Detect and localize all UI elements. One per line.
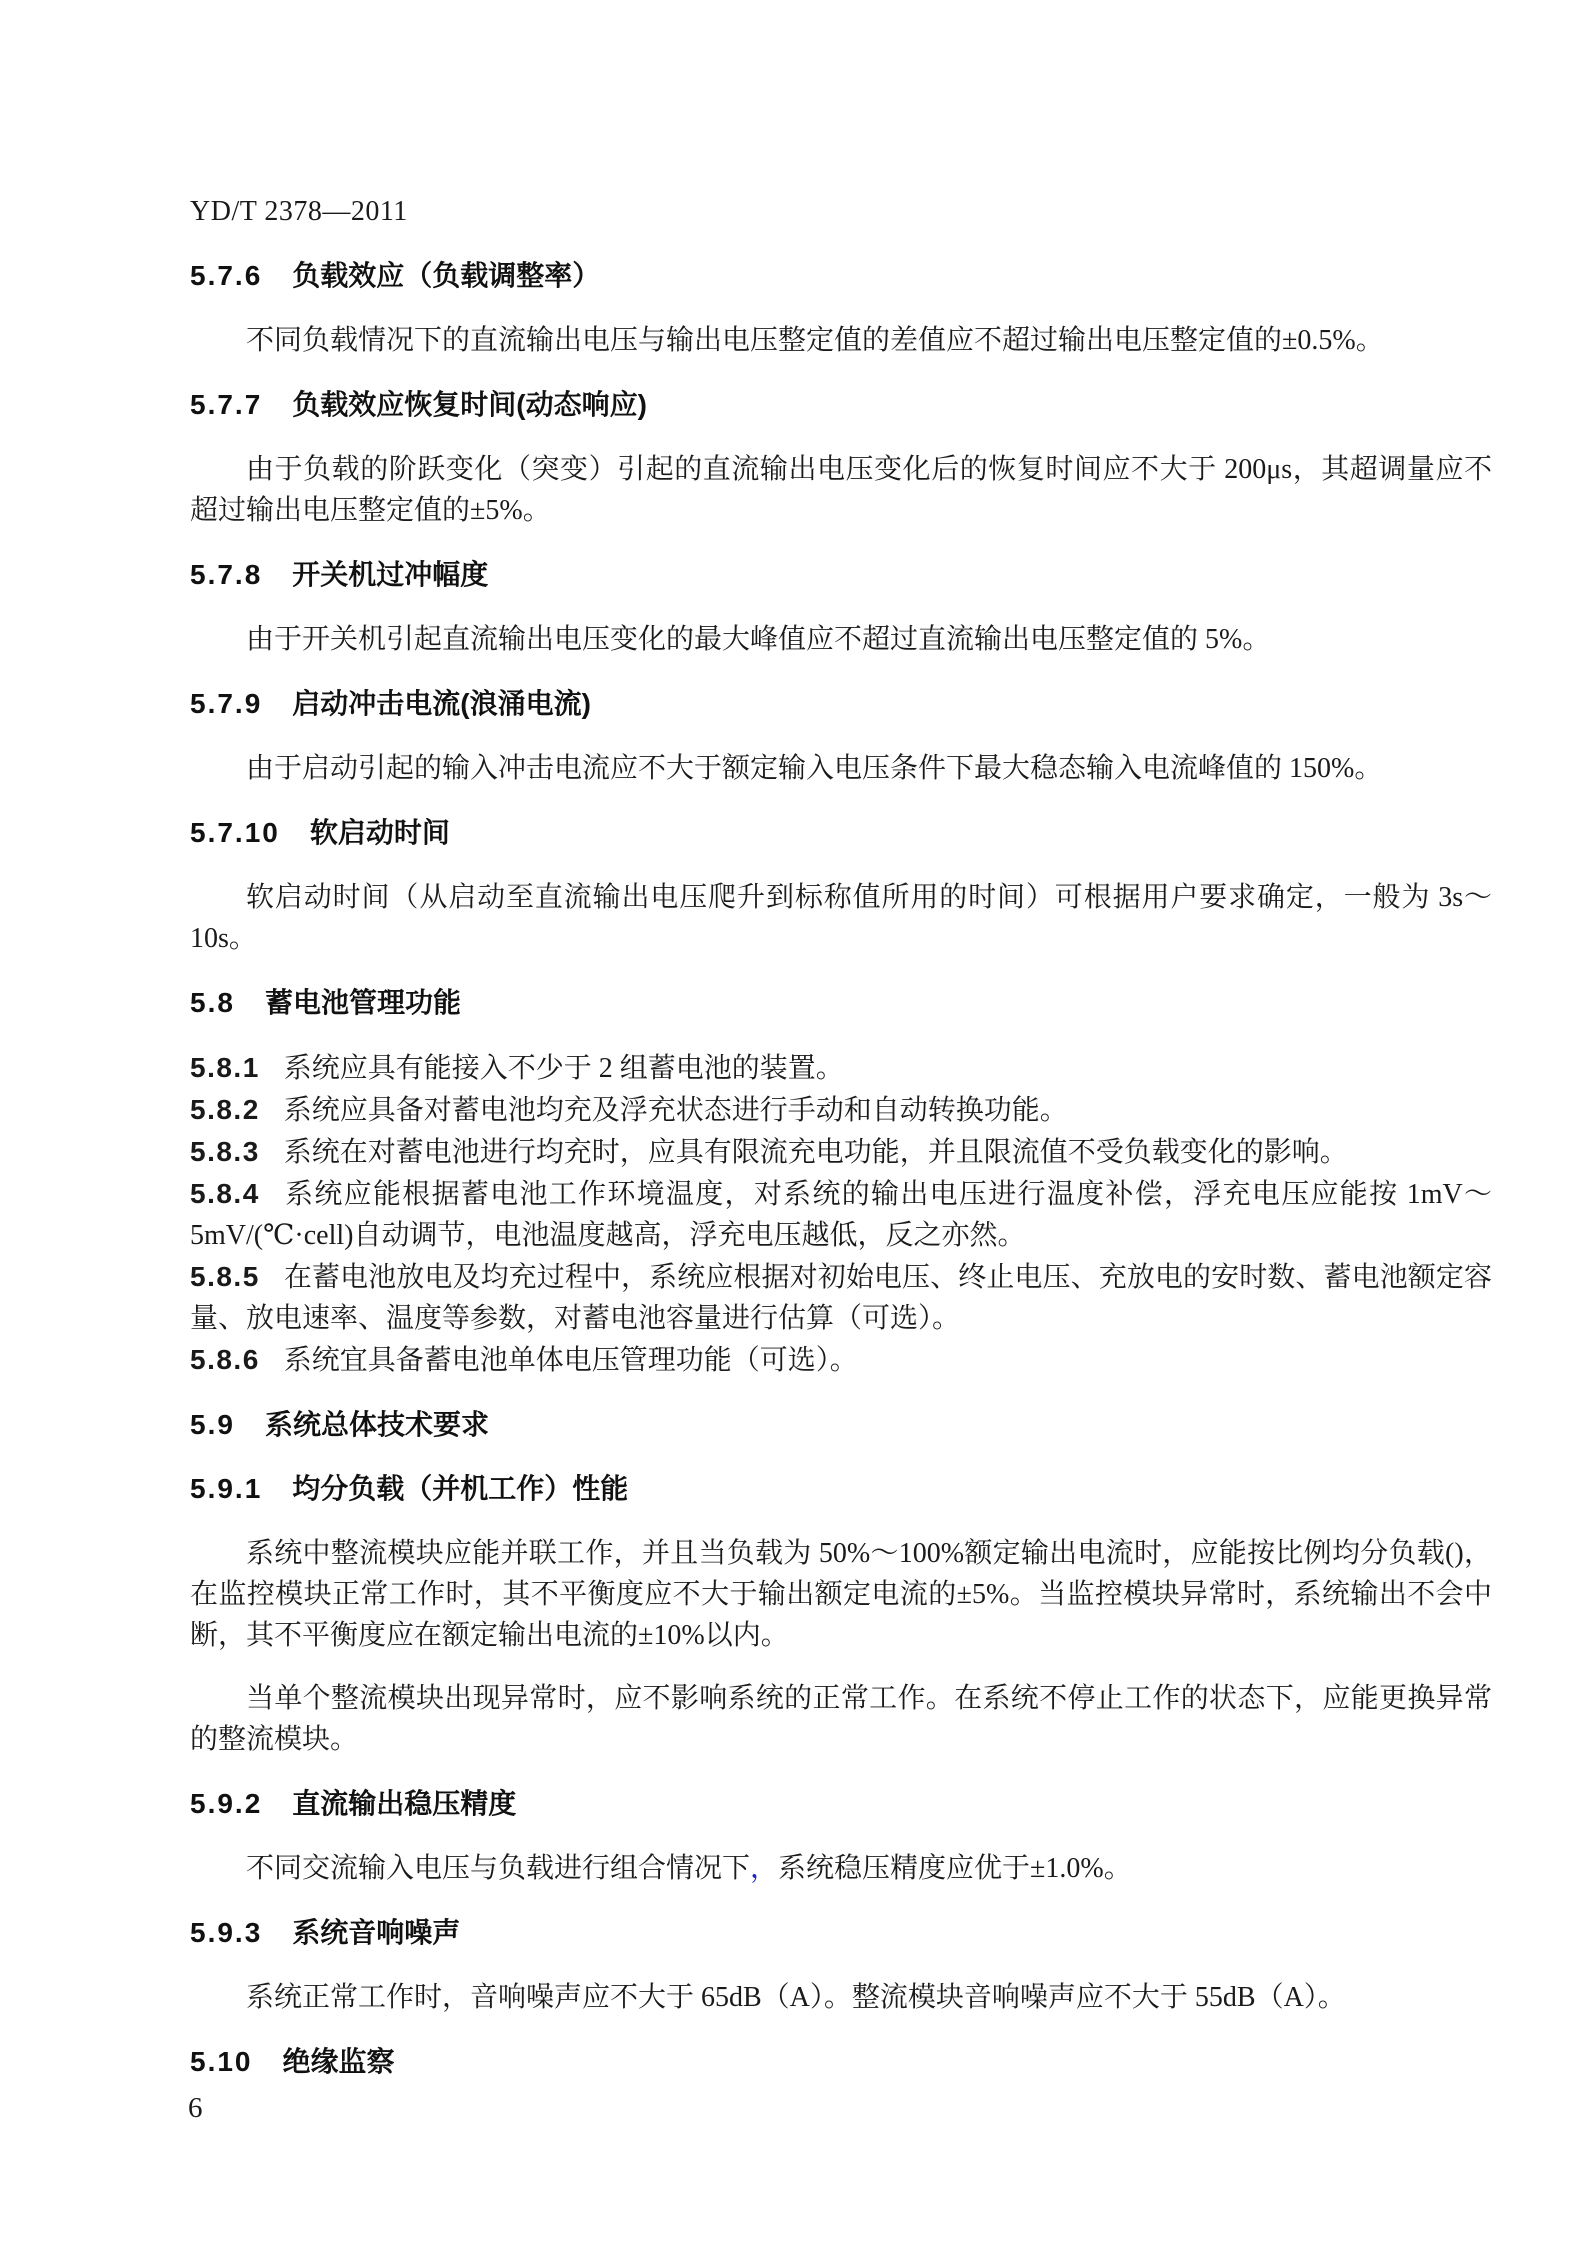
text-segment: 不同负载情况下的直流输出电压与输出电压整定值的差值应不超过输出电压整定值的±0.5%。	[246, 325, 1384, 356]
section-heading-5.7.7	[190, 385, 1492, 425]
section-number: 5.8	[190, 987, 235, 1018]
text-segment: 由于负载的阶跃变化（突变）引起的直流输出电压变化后的恢复时间应不大于 200μs，其超调量应不超过输出电压整定值的±5%。	[190, 454, 1492, 526]
text-segment: 当单个整流模块出现异常时，应不影响系统的正常工作。在系统不停止工作的状态下，应能更换异常的整流模块。	[190, 1683, 1492, 1755]
text-segment: 由于启动引起的输入冲击电流应不大于额定输入电压条件下最大稳态输入电流峰值的 150%。	[246, 753, 1383, 784]
text-segment: 系统中整流模块应能并联工作，并且当负载为 50%～100%额定输出电流时，应能按比例均分负载()，在监控模块正常工作时，其不平衡度应不大于输出额定电流的±5%。当监控模块异常时，系统输出不会中断，其不平衡度应在额定输出电流的±10%以内。	[190, 1538, 1492, 1651]
section-title: 负载效应恢复时间(动态响应)	[292, 389, 647, 420]
section-title: 蓄电池管理功能	[264, 987, 461, 1018]
paragraph	[190, 320, 1492, 361]
section-heading-5.9.1	[190, 1469, 1492, 1509]
clause-number: 5.8.1	[190, 1052, 260, 1083]
section-number: 5.9.1	[190, 1473, 263, 1504]
text-segment: 系统应具有能接入不少于 2 组蓄电池的装置。	[283, 1053, 844, 1084]
paragraph	[190, 449, 1492, 531]
paragraph	[190, 748, 1492, 789]
section-heading-5.7.8	[190, 555, 1492, 595]
clause-5.8.3	[190, 1131, 1492, 1173]
doc-body	[190, 256, 1492, 2082]
section-heading-5.9.3	[190, 1913, 1492, 1953]
clause-5.8.2	[190, 1089, 1492, 1131]
doc-standard-number: YD/T 2378—2011	[190, 196, 408, 227]
clause-number: 5.8.6	[190, 1344, 260, 1375]
paragraph	[190, 877, 1492, 959]
section-title: 系统音响噪声	[292, 1917, 461, 1948]
text-segment: 系统宜具备蓄电池单体电压管理功能（可选）。	[283, 1345, 858, 1376]
text-segment: 软启动时间（从启动至直流输出电压爬升到标称值所用的时间）可根据用户要求确定，一般为 3s～10s。	[190, 882, 1492, 954]
text-segment: 系统应具备对蓄电池均充及浮充状态进行手动和自动转换功能。	[283, 1095, 1068, 1126]
paragraph	[190, 1848, 1492, 1889]
text-segment: 不同交流输入电压与负载进行组合情况下	[246, 1853, 751, 1884]
paragraph	[190, 1533, 1492, 1656]
text-segment: 由于开关机引起直流输出电压变化的最大峰值应不超过直流输出电压整定值的 5%。	[246, 624, 1271, 655]
section-heading-5.7.6	[190, 256, 1492, 296]
section-heading-5.10	[190, 2042, 1492, 2082]
clause-5.8.6	[190, 1339, 1492, 1381]
section-number: 5.7.9	[190, 688, 263, 719]
text-segment: 在蓄电池放电及均充过程中，系统应根据对初始电压、终止电压、充放电的安时数、蓄电池额定容量、放电速率、温度等参数，对蓄电池容量进行估算（可选）。	[190, 1262, 1492, 1334]
section-number: 5.10	[190, 2046, 253, 2077]
section-heading-5.8	[190, 983, 1492, 1023]
clause-5.8.5	[190, 1256, 1492, 1339]
section-heading-5.7.10	[190, 813, 1492, 853]
section-title: 直流输出稳压精度	[292, 1788, 517, 1819]
section-number: 5.9	[190, 1409, 235, 1440]
section-title: 软启动时间	[309, 817, 450, 848]
section-number: 5.9.2	[190, 1788, 263, 1819]
section-heading-5.9	[190, 1405, 1492, 1445]
text-segment: 系统正常工作时，音响噪声应不大于 65dB（A）。整流模块音响噪声应不大于 55dB（A）。	[246, 1982, 1346, 2013]
clause-5.8.4	[190, 1173, 1492, 1256]
section-number: 5.7.7	[190, 389, 263, 420]
section-number: 5.7.6	[190, 260, 263, 291]
page-number: 6	[188, 2092, 203, 2124]
section-title: 开关机过冲幅度	[292, 559, 489, 590]
section-title: 负载效应（负载调整率）	[292, 260, 601, 291]
doc-content	[190, 192, 1492, 2106]
section-number: 5.9.3	[190, 1917, 263, 1948]
section-number: 5.7.8	[190, 559, 263, 590]
section-title: 启动冲击电流(浪涌电流)	[292, 688, 591, 719]
text-segment: ，	[750, 1853, 779, 1884]
paragraph	[190, 1977, 1492, 2018]
clause-number: 5.8.4	[190, 1178, 260, 1209]
section-heading-5.9.2	[190, 1784, 1492, 1824]
clause-number: 5.8.3	[190, 1136, 260, 1167]
section-title: 绝缘监察	[282, 2046, 395, 2077]
clause-number: 5.8.2	[190, 1094, 260, 1125]
text-segment: 系统稳压精度应优于±1.0%。	[778, 1853, 1132, 1884]
paragraph	[190, 619, 1492, 660]
section-title: 均分负载（并机工作）性能	[292, 1473, 629, 1504]
text-segment: 系统应能根据蓄电池工作环境温度，对系统的输出电压进行温度补偿，浮充电压应能按 1mV～5mV/(℃·cell)自动调节，电池温度越高，浮充电压越低，反之亦然。	[190, 1179, 1492, 1251]
section-heading-5.7.9	[190, 684, 1492, 724]
clause-5.8.1	[190, 1047, 1492, 1089]
paragraph	[190, 1678, 1492, 1760]
section-number: 5.7.10	[190, 817, 280, 848]
text-segment: 系统在对蓄电池进行均充时，应具有限流充电功能，并且限流值不受负载变化的影响。	[283, 1137, 1348, 1168]
clause-number: 5.8.5	[190, 1261, 260, 1292]
section-title: 系统总体技术要求	[264, 1409, 489, 1440]
